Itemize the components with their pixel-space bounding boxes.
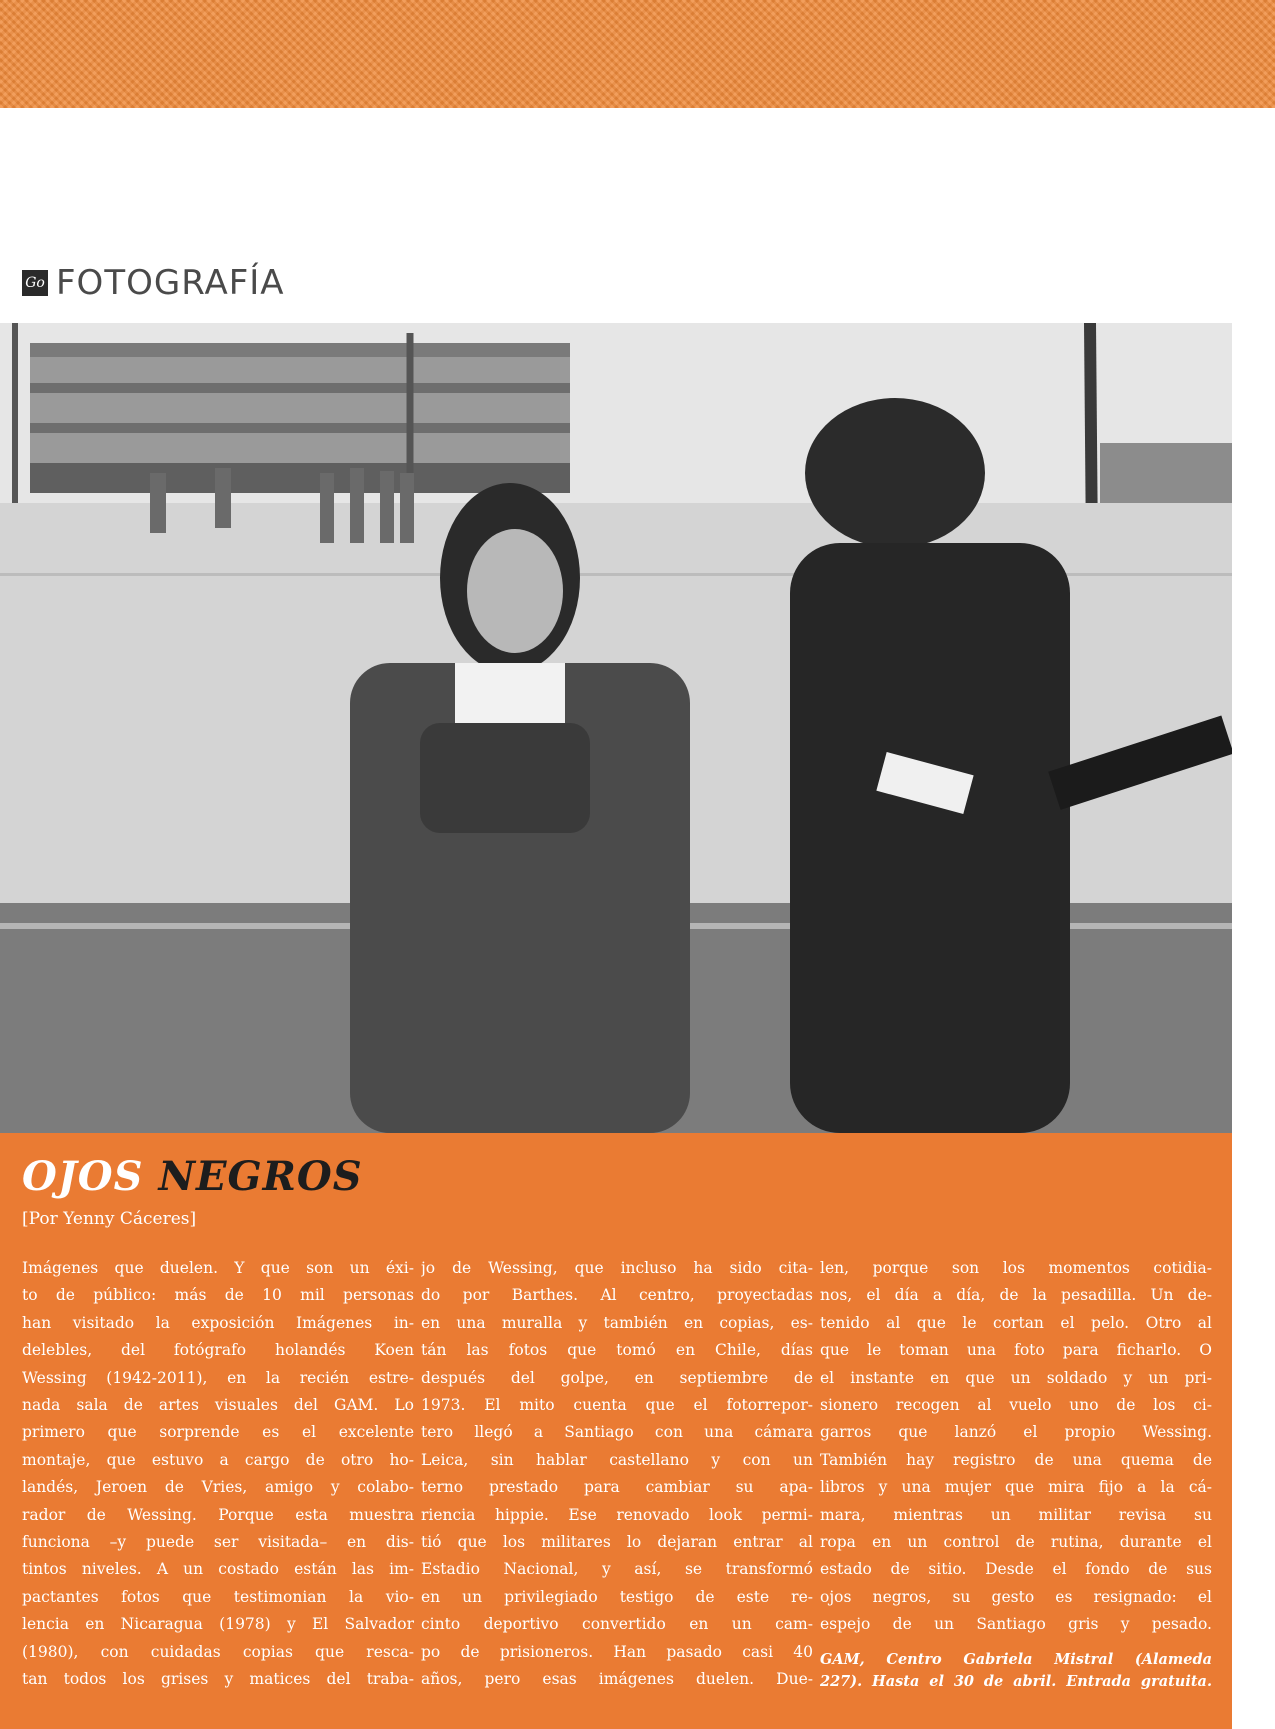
text-line: terno prestado para cambiar su apa-	[421, 1478, 813, 1497]
text-column-1	[22, 1255, 414, 1725]
text-line: 1973. El mito cuenta que el fotorrepor-	[421, 1396, 813, 1415]
text-line: Imágenes que duelen. Y que son un éxi-	[22, 1259, 414, 1277]
text-line: delebles, del fotógrafo holandés Koen	[22, 1341, 414, 1360]
text-line: después del golpe, en septiembre de	[421, 1368, 813, 1387]
text-line: libros y una mujer que mira fijo a la cá-	[820, 1478, 1212, 1497]
text-column-3	[820, 1255, 1212, 1725]
text-line: Leica, sin hablar castellano y con un	[421, 1450, 813, 1469]
text-line: sionero recogen al vuelo uno de los ci-	[820, 1396, 1212, 1415]
text-line: han visitado la exposición Imágenes in-	[22, 1313, 414, 1332]
text-line: que le toman una foto para ficharlo. O	[820, 1341, 1212, 1360]
go-badge-icon: Go	[22, 270, 48, 296]
text-line: riencia hippie. Ese renovado look permi-	[421, 1505, 813, 1524]
byline: [Por Yenny Cáceres]	[22, 1209, 197, 1229]
text-line: Estadio Nacional, y así, se transformó	[421, 1560, 813, 1579]
article-panel	[0, 1133, 1232, 1729]
text-line: en un privilegiado testigo de este re-	[421, 1587, 813, 1606]
article-headline	[22, 1153, 363, 1201]
top-decorative-band	[0, 0, 1275, 108]
feature-photo	[0, 323, 1232, 1133]
text-line: to de público: más de 10 mil personas	[22, 1286, 414, 1305]
text-line: nada sala de artes visuales del GAM. Lo	[22, 1396, 414, 1415]
text-line: tero llegó a Santiago con una cámara	[421, 1423, 813, 1442]
text-line: primero que sorprende es el excelente	[22, 1423, 414, 1442]
text-line: Wessing (1942-2011), en la recién estre-	[22, 1368, 414, 1387]
text-line: jo de Wessing, que incluso ha sido cita-	[421, 1259, 813, 1277]
text-line: tió que los militares lo dejaran entrar al	[421, 1533, 813, 1552]
text-line: También hay registro de una quema de	[820, 1450, 1212, 1469]
text-line: do por Barthes. Al centro, proyectadas	[421, 1286, 813, 1305]
info-line: 227). Hasta el 30 de abril. Entrada gratuita.	[820, 1672, 1212, 1690]
text-line: lencia en Nicaragua (1978) y El Salvador	[22, 1615, 414, 1634]
text-line: po de prisioneros. Han pasado casi 40	[421, 1642, 813, 1661]
section-title: FOTOGRAFÍA	[56, 263, 285, 303]
text-line: en una muralla y también en copias, es-	[421, 1313, 813, 1332]
text-line: montaje, que estuvo a cargo de otro ho-	[22, 1450, 414, 1469]
text-line: estado de sitio. Desde el fondo de sus	[820, 1560, 1212, 1579]
photo-illustration	[0, 323, 1232, 1133]
text-line: landés, Jeroen de Vries, amigo y colabo-	[22, 1478, 414, 1497]
text-line: nos, el día a día, de la pesadilla. Un de-	[820, 1286, 1212, 1305]
text-line: rador de Wessing. Porque esta muestra	[22, 1505, 414, 1524]
text-line: tán las fotos que tomó en Chile, días	[421, 1341, 813, 1360]
text-line: tintos niveles. A un costado están las im-	[22, 1560, 414, 1579]
text-line: años, pero esas imágenes duelen. Due-	[421, 1670, 813, 1689]
text-line: len, porque son los momentos cotidia-	[820, 1259, 1212, 1277]
text-line: el instante en que un soldado y un pri-	[820, 1368, 1212, 1387]
info-line: GAM, Centro Gabriela Mistral (Alameda	[820, 1650, 1212, 1668]
text-line: (1980), con cuidadas copias que resca-	[22, 1642, 414, 1661]
text-line: cinto deportivo convertido en un cam-	[421, 1615, 813, 1634]
text-line: mara, mientras un militar revisa su	[820, 1505, 1212, 1524]
headline-word-1: OJOS	[22, 1153, 144, 1200]
text-line: ropa en un control de rutina, durante el	[820, 1533, 1212, 1552]
text-line: funciona –y puede ser visitada– en dis-	[22, 1533, 414, 1552]
text-line: pactantes fotos que testimonian la vio-	[22, 1587, 414, 1606]
article-body	[22, 1255, 1212, 1725]
text-line: garros que lanzó el propio Wessing.	[820, 1423, 1212, 1442]
text-column-2	[421, 1255, 813, 1725]
event-info	[820, 1649, 1212, 1693]
headline-word-2: NEGROS	[158, 1153, 363, 1200]
text-line: tenido al que le cortan el pelo. Otro al	[820, 1313, 1212, 1332]
text-line: espejo de un Santiago gris y pesado.	[820, 1615, 1212, 1634]
section-header	[22, 258, 285, 308]
text-line: tan todos los grises y matices del traba-	[22, 1670, 414, 1689]
text-line: ojos negros, su gesto es resignado: el	[820, 1587, 1212, 1606]
